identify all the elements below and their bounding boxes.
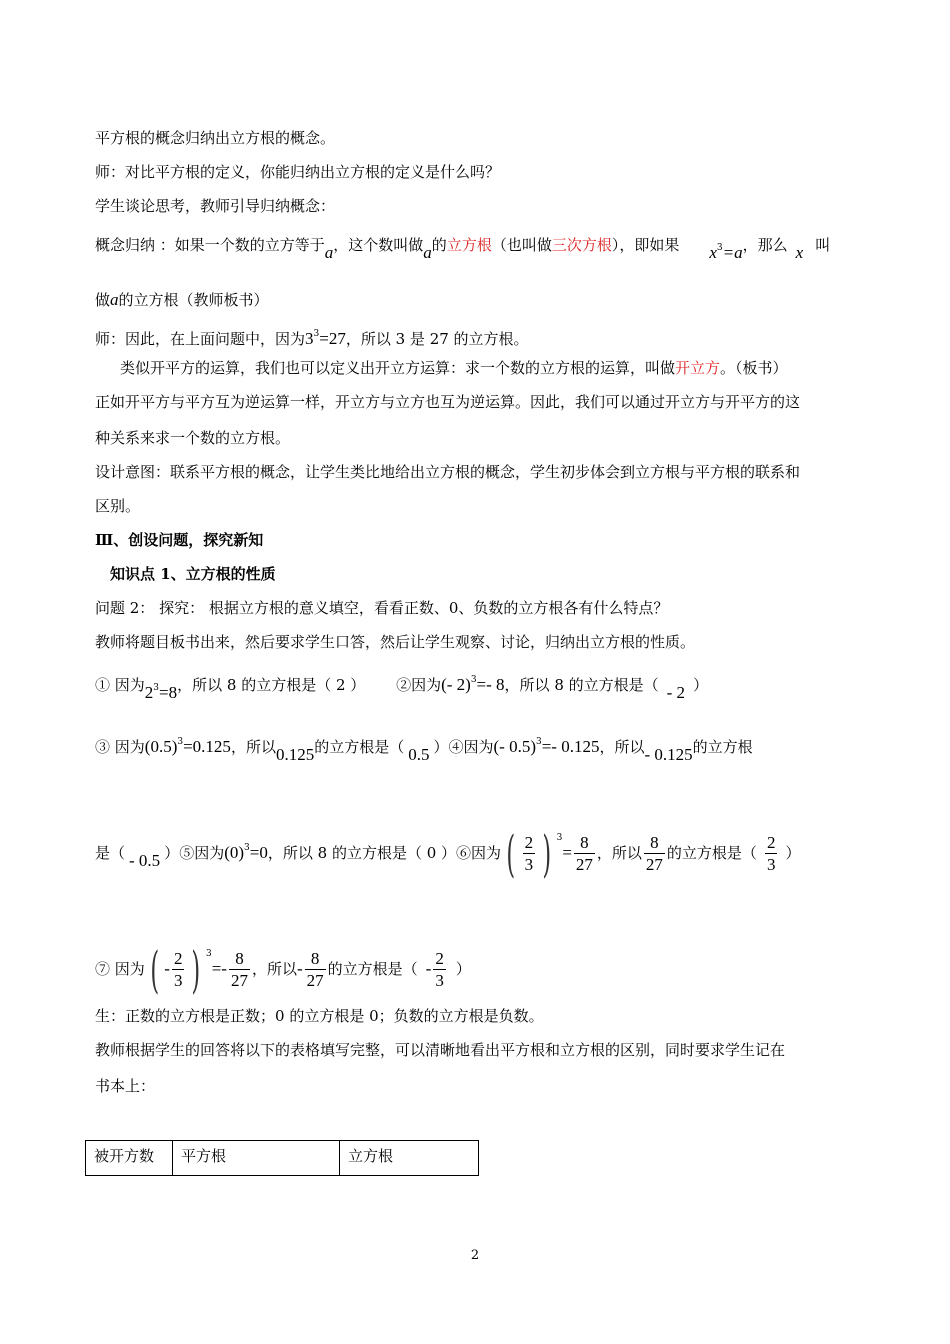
text-line: 生：正数的立方根是正数；0 的立方根是 0；负数的立方根是负数。 [95,1007,544,1025]
text-line: 种关系来求一个数的立方根。 [95,429,291,447]
page-number: 2 [470,1248,480,1263]
text-line: 师：对比平方根的定义，你能归纳出立方根的定义是什么吗？ [95,163,501,181]
text-line: 平方根的概念归纳出立方根的概念。 [95,129,336,147]
table-header-cell: 被开方数 [86,1141,173,1176]
text-line: 类似开平方的运算，我们也可以定义出开立方运算：求一个数的立方根的运算，叫做开立方。（板书） [120,359,788,377]
text-line: 设计意图：联系平方根的概念，让学生类比地给出立方根的概念，学生初步体会到立方根与平方根的联系和 [95,463,801,481]
text-line: 教师根据学生的回答将以下的表格填写完整，可以清晰地看出平方根和立方根的区别，同时要求学生记在 [95,1041,786,1059]
text-line: 教师将题目板书出来，然后要求学生口答，然后让学生观察、讨论，归纳出立方根的性质。 [95,633,696,651]
section-heading: Ⅲ、创设问题，探究新知 [95,531,264,549]
definition-line: 概念归纳 ：如果一个数的立方等于a，这个数叫做a的立方根（也叫做三次方根），即如果 $x^3=a$，那么 x 叫 [95,236,831,262]
term-third-root: 三次方根 [551,236,612,254]
table-header-cell: 平方根 [173,1141,340,1176]
table-header-row [86,1141,479,1176]
text-line: 书本上： [95,1077,156,1095]
example-line: ① 因为$2^3=8$，所以 8 的立方根是（ 2 ） ②因为(- 2)$^3$=- 8，所以 8 的立方根是（ - 2 ） [95,675,709,702]
text-line: 师：因此，在上面问题中，因为$3^3=27$，所以 3 是 27 的立方根。 [95,329,529,348]
text-line: 正如开平方与平方互为逆运算一样，开立方与立方也互为逆运算。因此，我们可以通过开立方与开平方的这 [95,393,801,411]
comparison-table [85,1140,479,1176]
text-line: 问题 2： 探究： 根据立方根的意义填空，看看正数、0、负数的立方根各有什么特点？ [95,599,669,617]
example-line: ⑦ 因为 ( - $\frac{2}{3}$ ) $^3$=- $\frac{8}{27}$ ，所以- $\frac{8}{27}$ 的立方根是（ - $\frac{2}{3}$ ） [95,941,471,999]
term-extract-cube-root: 开立方 [675,359,721,377]
subsection-heading: 知识点 1、立方根的性质 [110,565,276,583]
example-line: ③ 因为$(0.5)^3=0.125$，所以0.125的立方根是（ 0.5 ）④因为(- 0.5)$^3$=- 0.125，所以- 0.125的立方根 [95,737,753,764]
table-header-cell: 立方根 [340,1141,479,1176]
term-cube-root: 立方根 [446,236,492,254]
text-line: 学生谈论思考，教师引导归纳概念： [95,197,336,215]
text-line: 做a的立方根（教师板书） [95,290,269,309]
example-line: 是（ - 0.5 ）⑤因为$(0)^3=0$，所以 8 的立方根是（ 0 ）⑥因为 ( $\frac{2}{3}$ ) $^3$= $\frac{8}{27}$ ，所以 $\frac{8}{27}$ 的立方根是（ $\frac{2}{3}$ ） [95,825,801,883]
text-line: 区别。 [95,497,141,515]
